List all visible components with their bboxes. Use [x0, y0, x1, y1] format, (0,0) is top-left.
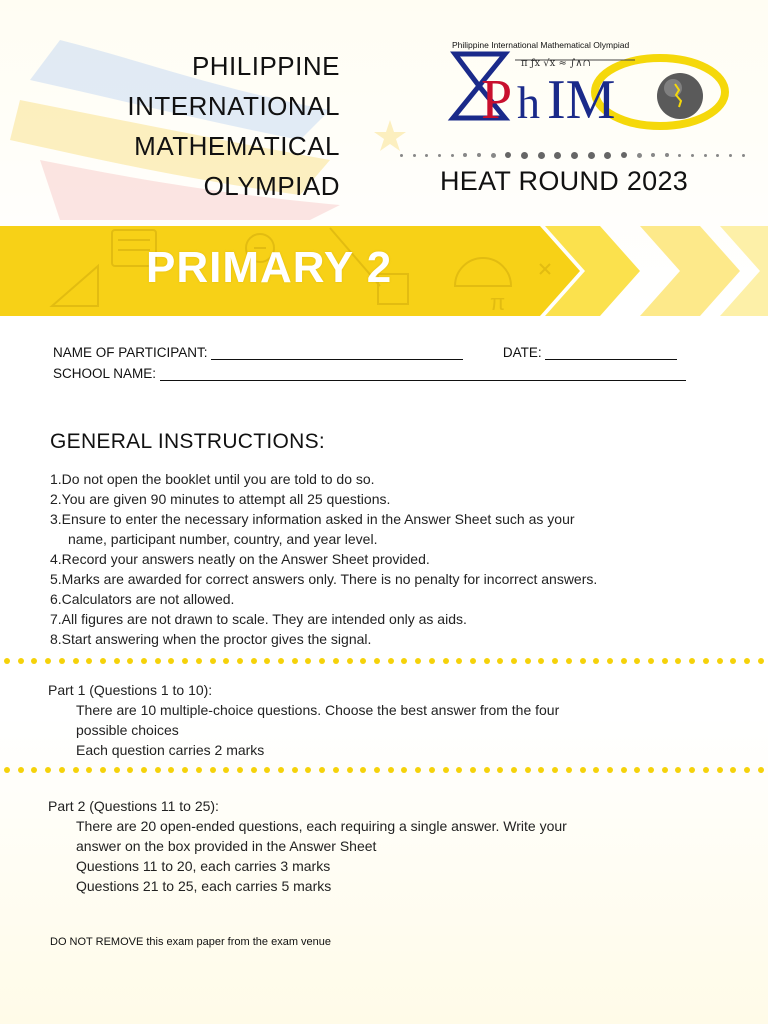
date-field[interactable]	[545, 345, 677, 360]
yellow-dot	[333, 767, 339, 773]
yellow-dot	[580, 767, 586, 773]
yellow-dot	[196, 658, 202, 664]
yellow-dot	[744, 767, 750, 773]
instruction-item: 1.Do not open the booklet until you are told to do so.	[50, 471, 375, 487]
yellow-dot	[648, 658, 654, 664]
instruction-item-continued: name, participant number, country, and year level.	[68, 531, 378, 547]
date-label: DATE:	[502, 345, 542, 360]
decorative-dot	[451, 154, 454, 157]
yellow-dot	[374, 767, 380, 773]
yellow-dot	[388, 767, 394, 773]
yellow-dot	[347, 767, 353, 773]
yellow-dot	[251, 767, 257, 773]
decorative-dot	[491, 153, 496, 158]
yellow-dot	[662, 658, 668, 664]
yellow-dot	[484, 658, 490, 664]
decorative-dot	[400, 154, 403, 157]
yellow-dot	[689, 767, 695, 773]
logo-caption: Philippine International Mathematical Olympiad	[452, 40, 630, 50]
decorative-dot	[742, 154, 745, 157]
decorative-dot	[678, 154, 681, 157]
decorative-dot	[588, 152, 595, 159]
yellow-dot	[237, 767, 243, 773]
yellow-dot-divider	[4, 657, 764, 665]
svg-text:π: π	[490, 290, 506, 315]
decorative-dot	[538, 152, 545, 159]
yellow-dot	[292, 767, 298, 773]
instruction-item: 5.Marks are awarded for correct answers only. There is no penalty for incorrect answers.	[50, 571, 598, 587]
decorative-dot	[425, 154, 428, 157]
olympiad-title	[40, 46, 340, 206]
yellow-dot	[182, 658, 188, 664]
part-2-section	[48, 796, 738, 896]
decorative-dot	[729, 154, 732, 157]
part-1-title: Part 1 (Questions 1 to 10):	[48, 682, 213, 698]
yellow-dot	[86, 767, 92, 773]
yellow-dot	[319, 767, 325, 773]
yellow-dot	[703, 767, 709, 773]
yellow-dot	[264, 767, 270, 773]
title-line: OLYMPIAD	[203, 171, 340, 201]
decorative-dot	[463, 153, 467, 157]
footer-note: DO NOT REMOVE this exam paper from the exam venue	[50, 936, 332, 948]
yellow-dot	[114, 658, 120, 664]
yellow-dot	[223, 767, 229, 773]
yellow-dot	[552, 767, 558, 773]
yellow-dot	[552, 658, 558, 664]
yellow-dot	[621, 767, 627, 773]
part-1-section	[48, 680, 738, 760]
school-name-field[interactable]	[160, 366, 686, 381]
yellow-dot	[31, 658, 37, 664]
part-1-line: There are 10 multiple-choice questions. Choose the best answer from the four	[76, 702, 560, 718]
yellow-dot	[593, 658, 599, 664]
yellow-dot	[127, 658, 133, 664]
participant-name-field[interactable]	[211, 345, 463, 360]
yellow-dot	[4, 658, 10, 664]
decorative-dot	[571, 152, 578, 159]
svg-text:h: h	[517, 77, 540, 128]
instruction-item: 4.Record your answers neatly on the Answer Sheet provided.	[50, 551, 430, 567]
yellow-dot	[580, 658, 586, 664]
part-2-line: Questions 21 to 25, each carries 5 marks	[76, 878, 332, 894]
yellow-dot	[18, 767, 24, 773]
title-line: INTERNATIONAL	[127, 91, 340, 121]
yellow-dot	[717, 767, 723, 773]
yellow-dot	[168, 658, 174, 664]
yellow-dot	[18, 658, 24, 664]
yellow-dot	[758, 767, 764, 773]
yellow-dot	[45, 658, 51, 664]
phimo-logo	[445, 40, 735, 132]
decorative-dot	[651, 153, 655, 157]
yellow-dot	[168, 767, 174, 773]
instruction-item: 3.Ensure to enter the necessary information asked in the Answer Sheet such as your	[50, 511, 575, 527]
yellow-dot	[155, 767, 161, 773]
yellow-dot	[511, 658, 517, 664]
yellow-dot	[264, 658, 270, 664]
yellow-dot	[415, 658, 421, 664]
yellow-dot	[456, 767, 462, 773]
yellow-dot	[401, 767, 407, 773]
yellow-dot	[470, 658, 476, 664]
yellow-dot	[155, 658, 161, 664]
yellow-dot	[566, 767, 572, 773]
participant-row	[53, 345, 677, 360]
decorative-dot	[521, 152, 528, 159]
school-label: SCHOOL NAME:	[53, 366, 157, 381]
decorative-dot	[604, 152, 611, 159]
yellow-dot	[278, 658, 284, 664]
yellow-dot	[497, 767, 503, 773]
decorative-dot	[413, 154, 416, 157]
yellow-dot	[251, 658, 257, 664]
decorative-dot	[665, 153, 669, 157]
yellow-dot	[127, 767, 133, 773]
instructions-list	[50, 469, 730, 649]
yellow-dot	[360, 658, 366, 664]
yellow-dot	[621, 658, 627, 664]
svg-text:IM: IM	[547, 69, 616, 131]
title-line: MATHEMATICAL	[134, 131, 340, 161]
yellow-dot	[388, 658, 394, 664]
decorative-dots	[400, 150, 745, 160]
yellow-dot	[4, 767, 10, 773]
instruction-item: 7.All figures are not drawn to scale. They are intended only as aids.	[50, 611, 467, 627]
yellow-dot	[675, 767, 681, 773]
yellow-dot	[237, 658, 243, 664]
decorative-dot	[637, 153, 642, 158]
yellow-dot	[141, 658, 147, 664]
yellow-dot	[73, 767, 79, 773]
yellow-dot	[429, 767, 435, 773]
part-1-line: Each question carries 2 marks	[76, 742, 265, 758]
yellow-dot	[511, 767, 517, 773]
yellow-dot	[210, 658, 216, 664]
yellow-dot	[360, 767, 366, 773]
yellow-dot	[484, 767, 490, 773]
yellow-dot	[210, 767, 216, 773]
yellow-dot	[196, 767, 202, 773]
yellow-dot	[730, 658, 736, 664]
yellow-dot-divider	[4, 766, 764, 774]
yellow-dot	[59, 658, 65, 664]
yellow-dot	[305, 767, 311, 773]
yellow-dot	[456, 658, 462, 664]
yellow-dot	[525, 767, 531, 773]
yellow-dot	[45, 767, 51, 773]
part-1-line: possible choices	[76, 722, 179, 738]
part-2-line: There are 20 open-ended questions, each requiring a single answer. Write your	[76, 818, 567, 834]
decorative-dot	[477, 153, 481, 157]
yellow-dot	[278, 767, 284, 773]
yellow-dot	[114, 767, 120, 773]
yellow-dot	[566, 658, 572, 664]
yellow-dot	[59, 767, 65, 773]
yellow-dot	[717, 658, 723, 664]
yellow-dot	[648, 767, 654, 773]
yellow-dot	[292, 658, 298, 664]
decorative-dot	[505, 152, 511, 158]
yellow-dot	[100, 658, 106, 664]
yellow-dot	[429, 658, 435, 664]
yellow-dot	[374, 658, 380, 664]
yellow-dot	[319, 658, 325, 664]
instruction-item: 2.You are given 90 minutes to attempt all 25 questions.	[50, 491, 391, 507]
decorative-dot	[716, 154, 719, 157]
svg-text:P: P	[481, 69, 513, 131]
yellow-dot	[470, 767, 476, 773]
yellow-dot	[73, 658, 79, 664]
heat-round-title: HEAT ROUND 2023	[440, 166, 689, 196]
yellow-dot	[593, 767, 599, 773]
yellow-dot	[31, 767, 37, 773]
yellow-dot	[662, 767, 668, 773]
part-2-line: Questions 11 to 20, each carries 3 marks	[76, 858, 331, 874]
yellow-dot	[703, 658, 709, 664]
banner-title: PRIMARY 2	[146, 243, 393, 292]
yellow-dot	[401, 658, 407, 664]
yellow-dot	[758, 658, 764, 664]
instruction-item: 6.Calculators are not allowed.	[50, 591, 235, 607]
decorative-dot	[691, 154, 694, 157]
title-line: PHILIPPINE	[191, 51, 340, 81]
yellow-dot	[675, 658, 681, 664]
yellow-dot	[730, 767, 736, 773]
yellow-dot	[182, 767, 188, 773]
yellow-dot	[333, 658, 339, 664]
yellow-dot	[223, 658, 229, 664]
yellow-dot	[86, 658, 92, 664]
yellow-dot	[141, 767, 147, 773]
yellow-dot	[607, 767, 613, 773]
school-row	[53, 366, 686, 381]
yellow-dot	[634, 658, 640, 664]
svg-text:π ƒx √x ≈ ∫∧∩: π ƒx √x ≈ ∫∧∩	[521, 58, 591, 69]
instruction-item: 8.Start answering when the proctor gives the signal.	[50, 631, 372, 647]
participant-label: NAME OF PARTICIPANT:	[53, 345, 208, 360]
yellow-dot	[607, 658, 613, 664]
yellow-dot	[415, 767, 421, 773]
part-2-title: Part 2 (Questions 11 to 25):	[48, 798, 219, 814]
yellow-dot	[538, 767, 544, 773]
decorative-dot	[704, 154, 707, 157]
part-2-line: answer on the box provided in the Answer Sheet	[76, 838, 377, 854]
yellow-dot	[443, 658, 449, 664]
yellow-dot	[347, 658, 353, 664]
decorative-dot	[621, 152, 627, 158]
yellow-dot	[634, 767, 640, 773]
yellow-dot	[744, 658, 750, 664]
yellow-dot	[538, 658, 544, 664]
yellow-dot	[497, 658, 503, 664]
yellow-dot	[305, 658, 311, 664]
decorative-dot	[554, 152, 561, 159]
decorative-dot	[438, 154, 441, 157]
yellow-dot	[443, 767, 449, 773]
yellow-dot	[689, 658, 695, 664]
yellow-dot	[100, 767, 106, 773]
instructions-heading: GENERAL INSTRUCTIONS:	[50, 430, 326, 453]
yellow-dot	[525, 658, 531, 664]
